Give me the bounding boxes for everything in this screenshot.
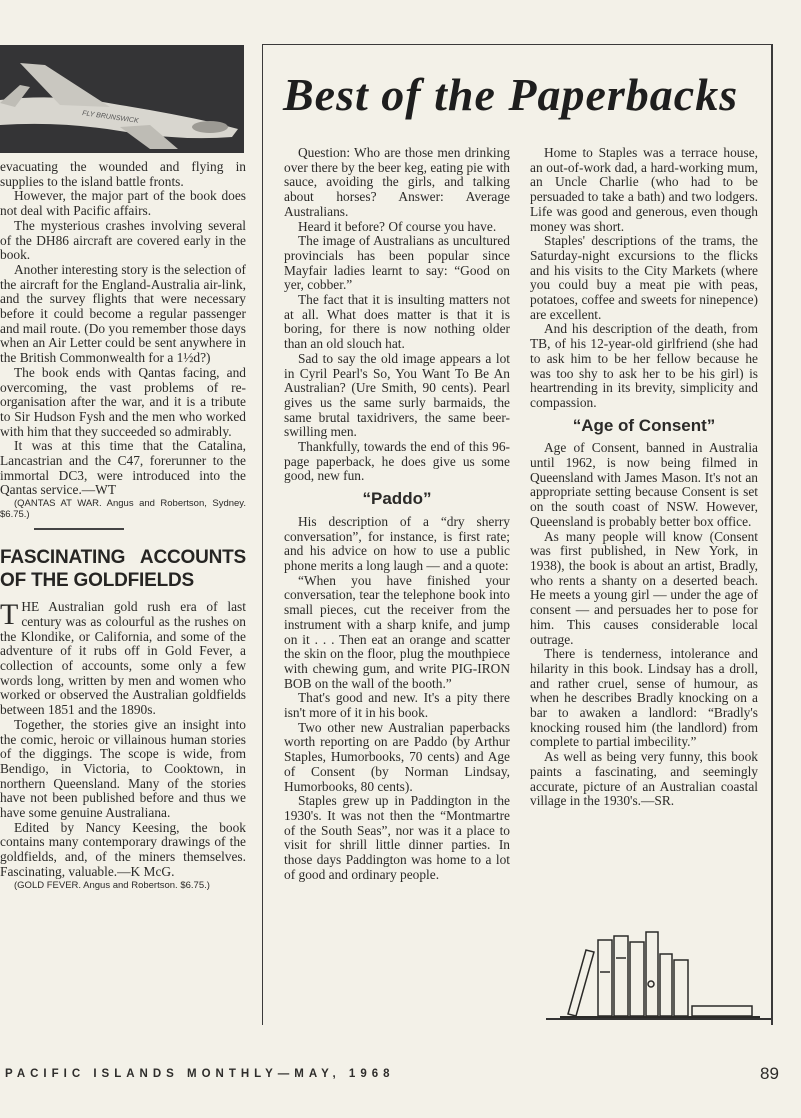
paragraph: There is tenderness, intolerance and hilarity in this book. Lindsay has a droll, and rather cruel, sense of humour, as when he describes Bradly knocking on a bar to awaken a landlord: “Bradly's knocking roused him (the landlord) from complete to partial imbecility.” [530,646,758,750]
paragraph: Age of Consent, banned in Australia until 1962, is now being filmed in Queensland with James Mason. It's not an appropriate setting because Consent is set on the south coast of NSW. However, Queensland is probably better box office. [530,440,758,529]
article-heading: FASCINATING ACCOUNTS OF THE GOLDFIELDS [0,547,246,592]
left-column [0,160,246,891]
paragraph: The book ends with Qantas facing, and overcoming, the vast problems of re-organisation after the war, and it is a tribute to Sir Hudson Fysh and the men who worked with him that they succeeded so admirably. [0,364,246,439]
books-illustration [560,928,760,1020]
paragraph: Staples grew up in Paddington in the 1930's. It was not then the “Montmartre of the South Seas”, nor was it a place to visit for shrill little dinner parties. In those days Paddington was home to a lot of good and ordinary people. [284,793,510,882]
drop-cap: T [0,598,19,632]
paragraph-text: HE Australian gold rush era of last century was as colourful as the rushes on the Klondike, or California, and some of the adventure of it rubs off in Gold Fever, a collection of accounts, some only a few words long, written by men and women who worked or observed the Australian goldfields between 1851 and the 1890s. [0,599,246,718]
book-credit: (QANTAS AT WAR. Angus and Robertson, Sydney. $6.75.) [0,498,246,521]
paragraph: It was at this time that the Catalina, Lancastrian and the C47, forerunner to the immortal DC3, were introduced into the Qantas service.—WT [0,438,246,498]
paragraph: Another interesting story is the selection of the aircraft for the England-Australia air-link, and the survey flights that were necessary before it could become a regular passenger and mail route. (Do you remember those days when an Air Letter could be sent anywhere in the British Commonwealth for a 1½d?) [0,261,246,366]
feature-column-2 [530,146,758,809]
paragraph: Question: Who are those men drinking over there by the beer keg, eating pie with sauce, avoiding the girls, and talking about horses? Answer: Average Australians. [284,145,510,219]
book-credit: (GOLD FEVER. Angus and Robertson. $6.75.) [14,879,210,891]
paragraph: However, the major part of the book does not deal with Pacific affairs. [0,188,246,219]
paragraph: “When you have finished your conversation, tear the telephone book into small pieces, cut the receiver from the instrument with a sharp knife, and jump on it . . . Then eat an orange and scatter the skin on the floor, plug the mouthpiece with chewing gum, and write PIG-IRON BOB on the wall of the booth.” [284,572,510,691]
aircraft-livery-text: FLY BRUNSWICK [81,110,139,125]
paragraph: Staples' descriptions of the trams, the Saturday-night excursions to the flicks and his visits to the City Markets (where you could buy a meat pie with peas, potatoes, coffee and sweets for ninepence) are excellent. [530,233,758,322]
paragraph [0,600,246,718]
paragraph: The mysterious crashes involving several of the DH86 aircraft are covered early in the book. [0,217,246,263]
divider [34,528,124,530]
subheading-age-of-consent: “Age of Consent” [572,415,716,435]
feature-title: Best of the Paperbacks [283,69,739,120]
paragraph: Sad to say the old image appears a lot in Cyril Pearl's So, You Want To Be An Australian? (Ure Smith, 90 cents). Pearl gives us the same surly barmaids, the same brutal taxidrivers, the same beer-swilling men. [284,350,510,440]
paragraph: As well as being very funny, this book paints a fascinating, and seemingly accurate, picture of an Australian coastal village in the 1930's.—SR. [530,749,758,809]
paragraph: evacuating the wounded and flying in supplies to the island battle fronts. [0,159,246,189]
paragraph: Edited by Nancy Keesing, the book contains many contemporary drawings of the goldfields, and, of the miners themselves. Fascinating, valuable.—K McG. [0,819,246,879]
paragraph: Home to Staples was a terrace house, an out-of-work dad, a hard-working mum, an Uncle Charlie (who had to be persuaded to take a bath) and two lodgers. Life was good and generous, even though money was short. [530,145,758,234]
feature-column-1 [284,146,510,882]
paragraph: Two other new Australian paperbacks worth reporting on are Paddo (by Arthur Staples, Humorbooks, 70 cents) and Age of Consent (by Norman Lindsay, Humorbooks, 80 cents). [284,719,510,794]
paragraph: The image of Australians as uncultured provincials has been popular since Mayfair ladies learnt to say: “Good on yer, cobber.” [284,233,510,293]
page-number: 89 [760,1064,779,1083]
paragraph: Together, the stories give an insight into the comic, heroic or villainous human stories of the diggings. The scope is wide, from Bendigo, in Victoria, to Cooktown, in northern Queensland. Many of the stories have not been published before and thus we have some genuine Australiana. [0,716,246,821]
running-footer: PACIFIC ISLANDS MONTHLY—MAY, 1968 [5,1068,395,1080]
paragraph: As many people will know (Consent was first published, in New York, in 1938), the book is about an artist, Bradly, who rents a shanty on a deserted beach. He meets a young girl — under the age of consent — and persuades her to pose for him. This causes considerable local outrage. [530,528,758,647]
paragraph: That's good and new. It's a pity there isn't more of it in his book. [284,690,510,721]
paragraph: The fact that it is insulting matters not at all. What does matter is that it is boring, for there is now nothing older than an old slouch hat. [284,292,510,352]
subheading-paddo: “Paddo” [362,489,432,509]
paragraph: And his description of the death, from TB, of his 12-year-old girlfriend (she had to ask him to be her fellow because he was too shy to ask her to be his girl) is heartrending in its brevity, simplicity and compassion. [530,321,758,410]
paragraph: Thankfully, towards the end of this 96-page paperback, he does give us some good, new fun. [284,439,510,484]
paragraph: Heard it before? Of course you have. [298,218,497,234]
aircraft-illustration [0,45,244,153]
paragraph: His description of a “dry sherry conversation”, for instance, is first rate; and his advice on how to use a public phone merits a long laugh — and a quote: [284,513,510,573]
